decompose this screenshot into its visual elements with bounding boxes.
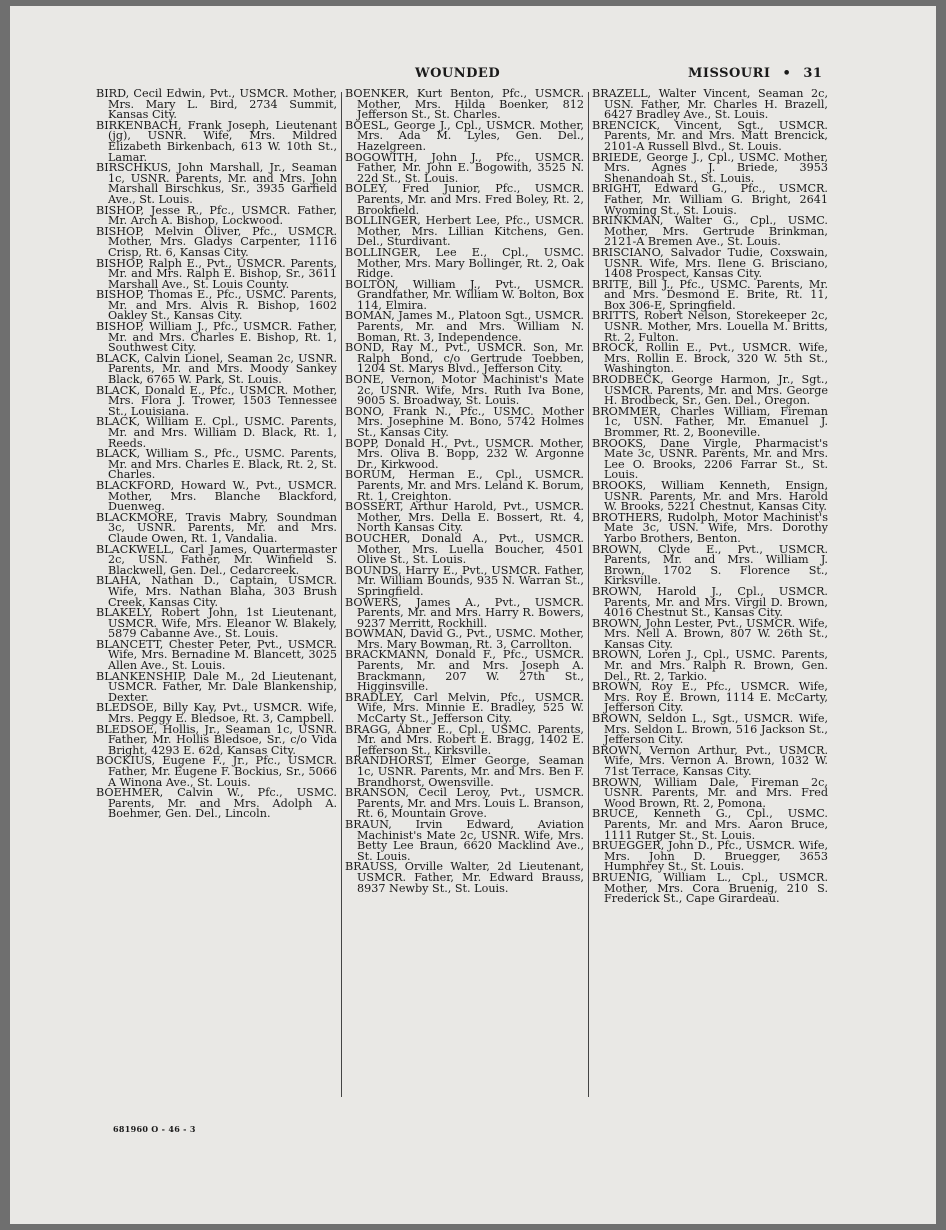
casualty-entry: BRAGG, Abner E., Cpl., USMC. Parents, Mr. and Mrs. Robert E. Bragg, 1402 E. Jefferson St., Kirksville.: [345, 722, 584, 757]
casualty-entry: BOUNDS, Harry E., Pvt., USMCR. Father, Mr. William Bounds, 935 N. Warran St., Springfield.: [345, 563, 584, 598]
casualty-entry: BRANSON, Cecil Leroy, Pvt., USMCR. Parents, Mr. and Mrs. Louis L. Branson, Rt. 6, Mountain Grove.: [345, 786, 584, 821]
casualty-entry: BROWN, Vernon Arthur, Pvt., USMCR. Wife, Mrs. Vernon A. Brown, 1032 W. 71st Terrace, Kansas City.: [592, 743, 828, 778]
casualty-entry: BOLLINGER, Herbert Lee, Pfc., USMCR. Mother, Mrs. Lillian Kitchens, Gen. Del., Sturdivant.: [345, 214, 584, 249]
casualty-entry: BROTHERS, Rudolph, Motor Machinist's Mate 3c, USN. Wife, Mrs. Dorothy Yarbo Brothers, Benton.: [592, 510, 828, 545]
header-separator: •: [782, 66, 792, 81]
casualty-entry: BLACK, William S., Pfc., USMC. Parents, Mr. and Mrs. Charles E. Black, Rt. 2, St. Charles.: [96, 447, 337, 482]
column-divider-1: [341, 92, 342, 1097]
casualty-entry: BOUCHER, Donald A., Pvt., USMCR. Mother, Mrs. Luella Boucher, 4501 Olive St., St. Louis.: [345, 531, 584, 567]
casualty-entry: BOGOWITH, John J., Pfc., USMCR. Father, Mr. John E. Bogowith, 3525 N. 22d St., St. Louis.: [345, 150, 584, 185]
casualty-entry: BLACKWELL, Carl James, Quartermaster 2c, USN. Father, Mr. Winfield S. Blackwell, Gen. Del., Cedarcreek.: [96, 542, 337, 577]
casualty-entry: BRISCIANO, Salvador Tudie, Coxswain, USNR. Wife, Mrs. Ilene G. Brisciano, 1408 Prospect, Kansas City.: [592, 245, 828, 281]
casualty-entry: BOSSERT, Arthur Harold, Pvt., USMCR. Mother, Mrs. Della E. Bossert, Rt. 4, North Kansas City.: [345, 500, 584, 535]
casualty-entry: BONO, Frank N., Pfc., USMC. Mother Mrs. Josephine M. Bono, 5742 Holmes St., Kansas City.: [345, 404, 584, 439]
casualty-entry: BROOKS, Dane Virgle, Pharmacist's Mate 3c, USNR. Parents, Mr. and Mrs. Lee O. Brooks, 2206 Farrar St., St. Louis.: [592, 436, 828, 482]
casualty-entry: BRACKMANN, Donald F., Pfc., USMCR. Parents, Mr. and Mrs. Joseph A. Brackmann, 207 W. 27th St., Higginsville.: [345, 648, 584, 694]
casualty-entry: BLANKENSHIP, Dale M., 2d Lieutenant, USMCR. Father, Mr. Dale Blankenship, Dexter.: [96, 669, 337, 704]
casualty-entry: BISHOP, Melvin Oliver, Pfc., USMCR. Mother, Mrs. Gladys Carpenter, 1116 Crisp, Rt. 6, Kansas City.: [96, 224, 337, 259]
casualty-entry: BOWERS, James A., Pvt., USMCR. Parents, Mr. and Mrs. Harry R. Bowers, 9237 Merritt, Rockhill.: [345, 595, 584, 630]
casualty-entry: BISHOP, Jesse R., Pfc., USMCR. Father, Mr. Arch A. Bishop, Lockwood.: [96, 203, 337, 228]
casualty-entry: BORUM, Herman E., Cpl., USMCR. Parents, Mr. and Mrs. Leland K. Borum, Rt. 1, Creighton.: [345, 468, 584, 503]
casualty-entry: BRUEGGER, John D., Pfc., USMCR. Wife, Mrs. John D. Bruegger, 3653 Humphrey St., St. Louis.: [592, 839, 828, 874]
casualty-entry: BRITTS, Robert Nelson, Storekeeper 2c, USNR. Mother, Mrs. Louella M. Britts, Rt. 2, Fulton.: [592, 309, 828, 344]
casualty-entry: BLACKMORE, Travis Mabry, Soundman 3c, USNR. Parents, Mr. and Mrs. Claude Owen, Rt. 1, Vandalia.: [96, 510, 337, 545]
casualty-entry: BROWN, Loren J., Cpl., USMC. Parents, Mr. and Mrs. Ralph R. Brown, Gen. Del., Rt. 2, Tarkio.: [592, 648, 828, 683]
casualty-entry: BOLLINGER, Lee E., Cpl., USMC. Mother, Mrs. Mary Bollinger, Rt. 2, Oak Ridge.: [345, 245, 584, 281]
casualty-entry: BRITE, Bill J., Pfc., USMC. Parents, Mr. and Mrs. Desmond E. Brite, Rt. 11, Box 306-E, Springfield.: [592, 277, 828, 312]
state-heading: MISSOURI: [688, 66, 771, 81]
casualty-entry: BLANCETT, Chester Peter, Pvt., USMCR. Wife, Mrs. Bernadine M. Blancett, 3025 Allen Ave., St. Louis.: [96, 637, 337, 673]
casualty-entry: BIRD, Cecil Edwin, Pvt., USMCR. Mother, Mrs. Mary L. Bird, 2734 Summit, Kansas City.: [96, 87, 337, 122]
casualty-entry: BONE, Vernon, Motor Machinist's Mate 2c, USNR. Wife, Mrs. Ruth Iva Bone, 9005 S. Broadway, St. Louis.: [345, 373, 584, 408]
casualty-entry: BROMMER, Charles William, Fireman 1c, USN. Father, Mr. Emanuel J. Brommer, Rt. 2, Booneville.: [592, 404, 828, 439]
page-number: 31: [803, 66, 823, 81]
casualty-entry: BLACK, Donald E., Pfc., USMCR. Mother, Mrs. Flora J. Trower, 1503 Tennessee St., Louisiana.: [96, 383, 337, 418]
casualty-entry: BIRKENBACH, Frank Joseph, Lieutenant (jg), USNR. Wife, Mrs. Mildred Elizabeth Birkenbach, 613 W. 10th St., Lamar.: [96, 118, 337, 164]
casualty-entry: BROWN, Seldon L., Sgt., USMCR. Wife, Mrs. Seldon L. Brown, 516 Jackson St., Jefferson City.: [592, 712, 828, 747]
casualty-entry: BOLTON, William J., Pvt., USMCR. Grandfather, Mr. William W. Bolton, Box 114, Elmira.: [345, 277, 584, 312]
casualty-entry: BOWMAN, David G., Pvt., USMC. Mother, Mrs. Mary Bowman, Rt. 3, Carrollton.: [345, 627, 584, 651]
column-1: [96, 89, 337, 820]
casualty-entry: BRUCE, Kenneth G., Cpl., USMC. Parents, Mr. and Mrs. Aaron Bruce, 1111 Rutger St., St. Louis.: [592, 807, 828, 842]
casualty-entry: BLACKFORD, Howard W., Pvt., USMCR. Mother, Mrs. Blanche Blackford, Duenweg.: [96, 478, 337, 514]
casualty-entry: BOENKER, Kurt Benton, Pfc., USMCR. Mother, Mrs. Hilda Boenker, 812 Jefferson St., St. Charles.: [345, 87, 584, 122]
casualty-entry: BROWN, Roy E., Pfc., USMCR. Wife, Mrs. Roy E. Brown, 1114 E. McCarty, Jefferson City.: [592, 680, 828, 715]
print-code: 681960 O - 46 - 3: [113, 1124, 196, 1134]
casualty-entry: BRUENIG, William L., Cpl., USMCR. Mother, Mrs. Cora Bruenig, 210 S. Frederick St., Cape Girardeau.: [592, 870, 828, 906]
casualty-entry: BROOKS, William Kenneth, Ensign, USNR. Parents, Mr. and Mrs. Harold W. Brooks, 5221 Chestnut, Kansas City.: [592, 478, 828, 514]
casualty-entry: BLAHA, Nathan D., Captain, USMCR. Wife, Mrs. Nathan Blaha, 303 Brush Creek, Kansas City.: [96, 574, 337, 609]
casualty-entry: BISHOP, Ralph E., Pvt., USMCR. Parents, Mr. and Mrs. Ralph E. Bishop, Sr., 3611 Marshall Ave., St. Louis County.: [96, 256, 337, 291]
casualty-entry: BOESL, George J., Cpl., USMCR. Mother, Mrs. Ada M. Lyles, Gen. Del., Hazelgreen.: [345, 118, 584, 153]
casualty-entry: BROWN, Harold J., Cpl., USMCR. Parents, Mr. and Mrs. Virgil D. Brown, 4016 Chestnut St., Kansas City.: [592, 584, 828, 620]
casualty-entry: BISHOP, Thomas E., Pfc., USMC. Parents, Mr. and Mrs. Alvis R. Bishop, 1602 Oakley St., Kansas City.: [96, 288, 337, 323]
casualty-entry: BRIGHT, Edward G., Pfc., USMCR. Father, Mr. William G. Bright, 2641 Wyoming St., St. Louis.: [592, 182, 828, 217]
casualty-entry: BRAUN, Irvin Edward, Aviation Machinist's Mate 2c, USNR. Wife, Mrs. Betty Lee Braun, 6620 Macklind Ave., St. Louis.: [345, 817, 584, 863]
page-header-right: [688, 66, 822, 81]
casualty-entry: BOEHMER, Calvin W., Pfc., USMC. Parents, Mr. and Mrs. Adolph A. Boehmer, Gen. Del., Lincoln.: [96, 786, 337, 821]
casualty-entry: BRAZELL, Walter Vincent, Seaman 2c, USN. Father, Mr. Charles H. Brazell, 6427 Bradley Ave., St. Louis.: [592, 87, 828, 122]
casualty-entry: BROWN, Clyde E., Pvt., USMCR. Parents, Mr. and Mrs. William J. Brown, 1702 S. Florence St., Kirksville.: [592, 542, 828, 588]
casualty-entry: BRENCICK, Vincent, Sgt., USMCR. Parents, Mr. and Mrs. Matt Brencick, 2101-A Russell Blvd., St. Louis.: [592, 118, 828, 153]
document-page: [10, 6, 936, 1224]
casualty-entry: BLACK, Calvin Lionel, Seaman 2c, USNR. Parents, Mr. and Mrs. Moody Sankey Black, 6765 W. Park, St. Louis.: [96, 351, 337, 387]
section-heading: WOUNDED: [415, 66, 501, 81]
casualty-entry: BRANDHORST, Elmer George, Seaman 1c, USNR. Parents, Mr. and Mrs. Ben F. Brandhorst, Owensville.: [345, 754, 584, 789]
casualty-entry: BRAUSS, Orville Walter, 2d Lieutenant, USMCR. Father, Mr. Edward Brauss, 8937 Newby St., St. Louis.: [345, 860, 584, 895]
casualty-entry: BRIEDE, George J., Cpl., USMC. Mother, Mrs. Agnes J. Briede, 3953 Shenandoah St., St. Louis.: [592, 150, 828, 185]
casualty-entry: BLEDSOE, Billy Kay, Pvt., USMCR. Wife, Mrs. Peggy E. Bledsoe, Rt. 3, Campbell.: [96, 701, 337, 726]
casualty-entry: BOLEY, Fred Junior, Pfc., USMCR. Parents, Mr. and Mrs. Fred Boley, Rt. 2, Brookfield.: [345, 182, 584, 217]
column-divider-2: [588, 92, 589, 1097]
casualty-entry: BRODBECK, George Harmon, Jr., Sgt., USMCR. Parents, Mr. and Mrs. George H. Brodbeck, Sr., Gen. Del., Oregon.: [592, 373, 828, 408]
casualty-entry: BIRSCHKUS, John Marshall, Jr., Seaman 1c, USNR. Parents, Mr. and Mrs. John Marshall Birschkus, Sr., 3935 Garfield Ave., St. Louis.: [96, 161, 337, 206]
casualty-entry: BOND, Ray M., Pvt., USMCR. Son, Mr. Ralph Bond, c/o Gertrude Toebben, 1204 St. Marys Blvd., Jefferson City.: [345, 341, 584, 376]
casualty-entry: BOCKIUS, Eugene F., Jr., Pfc., USMCR. Father, Mr. Eugene F. Bockius, Sr., 5066 A Winona Ave., St. Louis.: [96, 754, 337, 789]
casualty-entry: BRINKMAN, Walter G., Cpl., USMC. Mother, Mrs. Gertrude Brinkman, 2121-A Bremen Ave., St. Louis.: [592, 214, 828, 249]
column-3: [592, 89, 828, 905]
casualty-entry: BRADLEY, Carl Melvin, Pfc., USMCR. Wife, Mrs. Minnie E. Bradley, 525 W. McCarty St., Jefferson City.: [345, 690, 584, 726]
casualty-entry: BROWN, William Dale, Fireman 2c, USNR. Parents, Mr. and Mrs. Fred Wood Brown, Rt. 2, Pomona.: [592, 775, 828, 810]
casualty-entry: BLAKELY, Robert John, 1st Lieutenant, USMCR. Wife, Mrs. Eleanor W. Blakely, 5879 Cabanne Ave., St. Louis.: [96, 606, 337, 641]
casualty-entry: BISHOP, William J., Pfc., USMCR. Father, Mr. and Mrs. Charles E. Bishop, Rt. 1, Southwest City.: [96, 320, 337, 355]
casualty-entry: BOPP, Donald H., Pvt., USMCR. Mother, Mrs. Oliva B. Bopp, 232 W. Argonne Dr., Kirkwood.: [345, 436, 584, 471]
casualty-entry: BLEDSOE, Hollis, Jr., Seaman 1c, USNR. Father, Mr. Hollis Bledsoe, Sr., c/o Vida Bright, 4293 E. 62d, Kansas City.: [96, 722, 337, 757]
casualty-entry: BOMAN, James M., Platoon Sgt., USMCR. Parents, Mr. and Mrs. William N. Boman, Rt. 3, Independence.: [345, 309, 584, 344]
column-2: [345, 89, 584, 894]
casualty-entry: BROCK, Rollin E., Pvt., USMCR. Wife, Mrs. Rollin E. Brock, 320 W. 5th St., Washington.: [592, 341, 828, 376]
casualty-entry: BLACK, William E. Cpl., USMC. Parents, Mr. and Mrs. William D. Black, Rt. 1, Reeds.: [96, 415, 337, 450]
casualty-entry: BROWN, John Lester, Pvt., USMCR. Wife, Mrs. Nell A. Brown, 807 W. 26th St., Kansas City.: [592, 616, 828, 651]
